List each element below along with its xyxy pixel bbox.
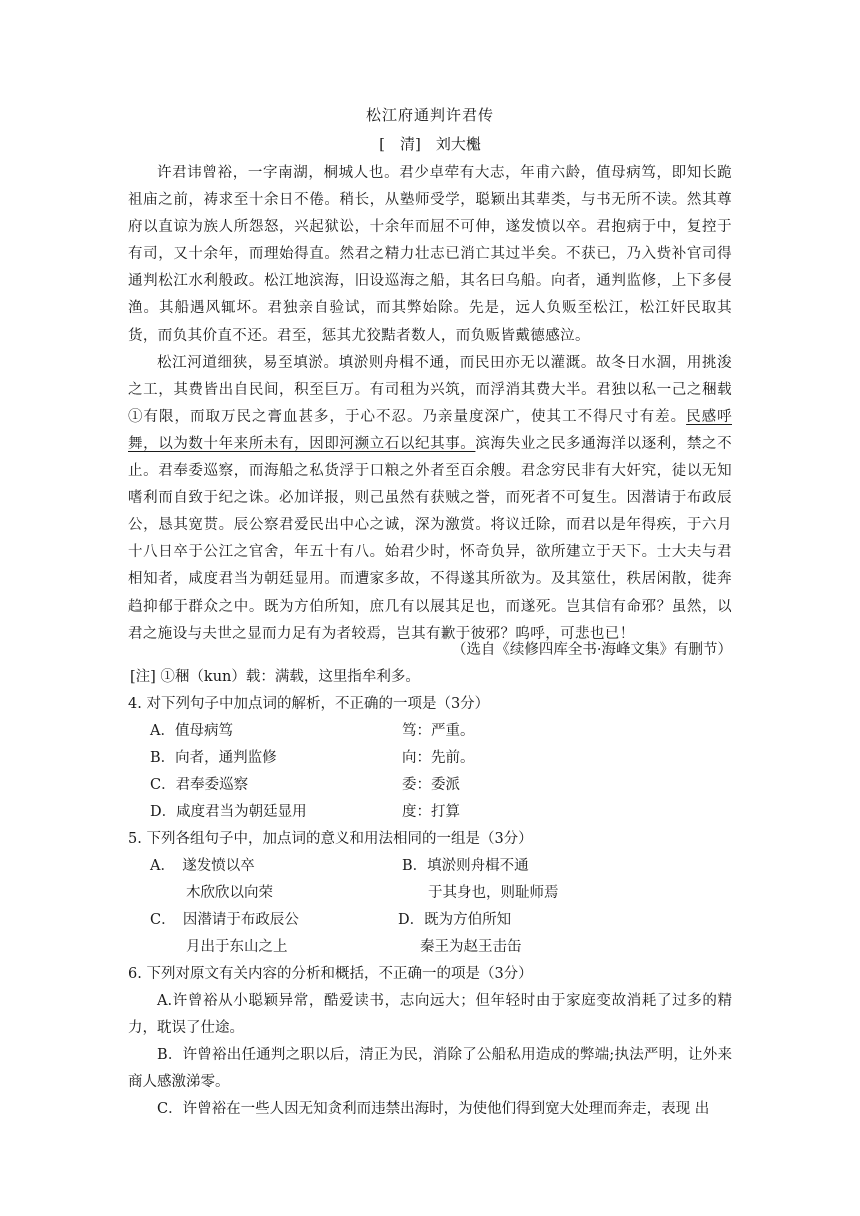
question-6-stem: 6. 下列对原文有关内容的分析和概括，不正确一的项是（3分） <box>128 966 533 982</box>
q6-option-b: B．许曾裕出任通判之职以后，清正为民，消除了公船私用造成的弊端;执法严明，让外来商人感激涕零。 <box>128 1047 732 1090</box>
question-5-stem: 5. 下列各组句子中，加点词的意义和用法相同的一组是（3分） <box>128 831 533 847</box>
q5-option-d-1: D．既为方伯所知 <box>398 912 512 928</box>
q5-option-c-2: 月出于东山之上 <box>186 939 288 955</box>
q5-option-a-2: 木欣欣以向荣 <box>186 885 273 901</box>
footnote: [注] ①稇（kun）载：满载，这里指牟利多。 <box>130 669 420 685</box>
q5-option-b-2: 于其身也，则耻师焉 <box>428 885 559 901</box>
q5-option-c-1: C． 因潜请于布政辰公 <box>150 912 299 928</box>
paragraph-2-rest: 滨海失业之民多通海洋以逐利，禁之不止。君奉委巡察，而海船之私货浮于口粮之外者至百余艘。君念穷民非有大奸究，徒以无知嗜利而自致于纪之诛。必加详报，则己虽然有获贼之誉，而死者不可复生。因潜请于布政辰公，恳其宽贳。辰公察君爱民出中心之诚，深为激赏。将议迁除，而君以是年得疾，于六月十八日卒于公江之官舍，年五十有八。始君少时，怀奇负异，欲所建立于天下。士大夫与君相知者，咸度君当为朝廷显用。而遭家多故，不得遂其所欲为。及其筮仕，秩居闲散，徙奔趋抑郁于群众之中。既为方伯所知，庶几有以展其足也，而遂死。岂其信有命邪？虽然，以君之施设与夫世之显而力足有为者较焉，岂其有歉于彼邪？呜呼，可悲也已！ <box>128 435 732 642</box>
passage-body <box>128 160 732 648</box>
q5-option-a-1: A． 遂发愤以卒 <box>150 858 255 874</box>
q6-option-c: C．许曾裕在一些人因无知贪利而违禁出海时，为使他们得到宽大处理而奔走，表现 出 <box>157 1101 710 1117</box>
paragraph-1: 许君讳曾裕，一字南湖，桐城人也。君少卓荦有大志，年甫六龄，值母病笃，即知长跪祖庙之前，祷求至十余日不倦。稍长，从塾师受学，聪颖出其辈类，与书无所不读。然其尊府以直谅为族人所怨怒，兴起狱讼，十余年而屈不可伸，遂发愤以卒。君抱病于中，复控于有司，又十余年，而理始得直。然君之精力壮志已消亡其过半矣。不获已，乃入赀补官司得通判松江水利般政。松江地滨海，旧设巡海之船，其名曰乌船。向者，通判监修，上下多侵渔。其船遇风辄坏。君独亲自验试，而其弊始除。先是，远人负贩至松江，松江奸民取其货，而负其价直不还。君至，惩其尤狡黠者数人，而负贩皆戴德感泣。 <box>128 165 732 344</box>
paragraph-2 <box>128 350 732 648</box>
q4-option-a-gloss: 笃：严重。 <box>402 723 475 739</box>
underlined-sentence: 民感呼舞，以为数十年来所未有，因即河濒立石以纪其事。 <box>128 408 732 452</box>
q4-option-c: C．君奉委巡察 <box>150 777 249 793</box>
q4-option-b-gloss: 向：先前。 <box>402 750 475 766</box>
question-4-stem: 4. 对下列句子中加点词的解析，不正确的一项是（3分） <box>128 696 490 712</box>
page-title: 松江府通判许君传 <box>365 106 494 124</box>
q6-option-a: A.许曾裕从小聪颖异常，酷爱读书，志向远大；但年轻时由于家庭变故消耗了过多的精力，耽误了仕途。 <box>128 993 732 1036</box>
q4-option-b: B．向者，通判监修 <box>150 750 277 766</box>
q4-option-d-gloss: 度：打算 <box>402 804 460 820</box>
q5-option-b-1: B．填淤则舟楫不通 <box>402 858 529 874</box>
q4-option-d: D．咸度君当为朝廷显用 <box>150 804 307 820</box>
q4-option-c-gloss: 委：委派 <box>402 777 460 793</box>
source-citation: （选自《续修四库全书·海峰文集》有删节） <box>451 642 732 658</box>
author-line: [ 清] 刘大櫆 <box>379 135 481 153</box>
q5-option-d-2: 秦王为赵王击缶 <box>420 939 522 955</box>
paragraph-2-text: 松江河道细狭，易至填淤。填淤则舟楫不通，而民田亦无以灌溉。故冬日水涸，用挑浚之工，其费皆出自民间，积至巨万。有司租为兴筑，而浮消其费大半。君独以私一己之稇载①有限，而取万民之膏血甚多，于心不忍。乃亲量度深广，使其工不得尺寸有差。 <box>128 354 732 425</box>
q4-option-a: A．值母病笃 <box>150 723 233 739</box>
